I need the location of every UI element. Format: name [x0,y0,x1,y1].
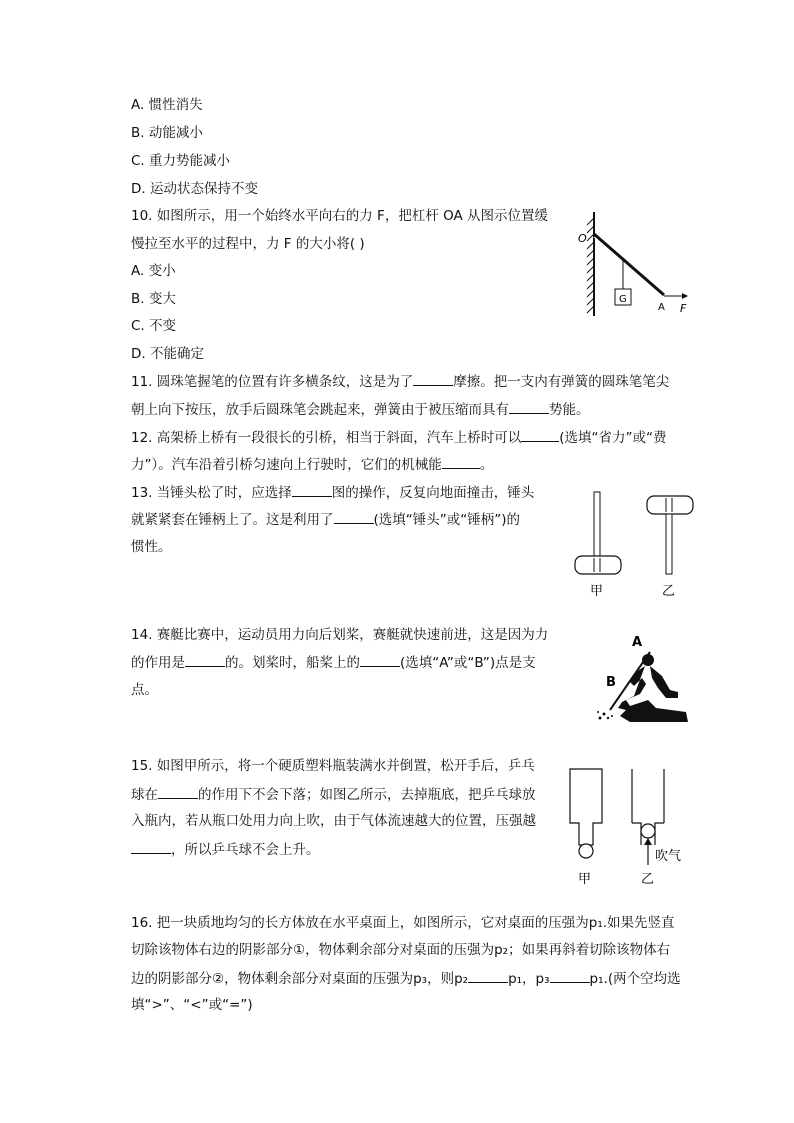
answer-blank[interactable] [131,839,171,854]
q11-line1-text-b: 摩擦。把一支内有弹簧的圆珠笔笔尖 [453,374,670,390]
q15-line1: 15. 如图甲所示，将一个硬质塑料瓶装满水并倒置，松开手后，乒乓 [131,758,535,774]
answer-blank[interactable] [360,652,400,667]
q14-line2 [131,652,536,673]
answer-blank[interactable] [509,399,549,414]
answer-blank[interactable] [185,652,225,667]
q11-line2 [131,399,590,420]
oar-point-a: A [632,635,643,650]
q11-line1 [131,371,669,392]
q10-option-c: C. 不变 [131,318,177,334]
q12-line1 [131,427,667,448]
lever-figure [572,210,702,320]
answer-blank[interactable] [550,968,590,983]
q15-line2-text-a: 球在 [131,787,158,803]
q10-option-a: A. 变小 [131,263,176,279]
hammer-label-yi: 乙 [662,584,676,599]
q15-line2 [131,784,536,805]
q13-line2 [131,509,520,530]
q11-line1-text-a: 11. 圆珠笔握笔的位置有许多横条纹，这是为了 [131,374,414,390]
hammer-figure [570,488,705,603]
q15-line4-text-b: ，所以乒乓球不会上升。 [171,842,320,858]
q14-line2-text-b: 的。划桨时，船桨上的 [225,655,360,671]
answer-blank[interactable] [468,968,508,983]
q9-option-b: B. 动能减小 [131,125,203,141]
q12-line2 [131,454,493,475]
q16-line3 [131,968,681,989]
answer-blank[interactable] [521,427,559,442]
q14-line1: 14. 赛艇比赛中，运动员用力向后划桨，赛艇就快速前进，这是因为力 [131,627,549,643]
lever-label-o: O [578,232,587,245]
answer-blank[interactable] [292,482,332,497]
q16-line1: 16. 把一块质地均匀的长方体放在水平桌面上，如图所示，它对桌面的压强为p₁.如果先竖直 [131,915,675,931]
q16-line2: 切除该物体右边的阴影部分①，物体剩余部分对桌面的压强为p₂；如果再斜着切除该物体右 [131,942,671,958]
q12-line1-text-a: 12. 高架桥上桥有一段很长的引桥，相当于斜面，汽车上桥时可以 [131,430,522,446]
hammer-label-jia: 甲 [590,584,604,599]
q16-line3-text-c: p₁.(两个空均选 [589,971,681,987]
q13-line3: 惯性。 [131,539,172,555]
q16-line3-text-a: 边的阴影部分②，物体剩余部分对桌面的压强为p₃，则p₂ [131,971,469,987]
q11-line2-text-a: 朝上向下按压，放手后圆珠笔会跳起来，弹簧由于被压缩而具有 [131,402,509,418]
lever-label-a: A [658,302,665,313]
q10-option-d: D. 不能确定 [131,346,204,362]
q9-option-d: D. 运动状态保持不变 [131,181,258,197]
q9-option-a: A. 惯性消失 [131,97,203,113]
q10-stem-line1: 10. 如图所示，用一个始终水平向右的力 F，把杠杆 OA 从图示位置缓 [131,208,549,224]
force-label-f: F [680,302,687,315]
bottle-label-yi: 乙 [641,872,655,887]
answer-blank[interactable] [334,509,374,524]
q13-line2-text-a: 就紧紧套在锤柄上了。这是利用了 [131,512,334,528]
q14-line3: 点。 [131,682,158,698]
q12-line2-text-a: 力”）。汽车沿着引桥匀速向上行驶时，它们的机械能 [131,457,442,473]
q11-line2-text-b: 势能。 [549,402,590,418]
q13-line1-text-b: 图的操作，反复向地面撞击，锤头 [331,485,535,501]
q10-option-b: B. 变大 [131,291,176,307]
q13-line1-text-a: 13. 当锤头松了时，应选择 [131,485,292,501]
q9-option-c: C. 重力势能减小 [131,153,231,169]
rower-figure [590,632,695,727]
oar-point-b: B [606,675,616,690]
weight-label-g: G [619,294,627,305]
q13-line1 [131,482,534,503]
q13-line2-text-b: (选填“锤头”或“锤柄”)的 [373,512,521,528]
q16-line4: 填“>”、“<”或“=”) [131,997,253,1013]
bottle-label-jia: 甲 [578,872,592,887]
q15-line3: 入瓶内，若从瓶口处用力向上吹，由于气体流速越大的位置，压强越 [131,813,536,829]
q10-stem-line2: 慢拉至水平的过程中，力 F 的大小将( ) [131,236,365,252]
blow-air-label: 吹气 [655,849,682,864]
q12-line1-text-b: (选填“省力”或“费 [559,430,667,446]
q15-line2-text-b: 的作用下不会下落；如图乙所示，去掉瓶底，把乒乓球放 [198,787,536,803]
answer-blank[interactable] [413,371,453,386]
answer-blank[interactable] [442,454,480,469]
q12-line2-text-b: 。 [479,457,494,473]
q15-line4 [131,839,320,860]
bottle-figure [565,765,695,890]
q14-line2-text-c: (选填“A”或“B”)点是支 [400,655,536,671]
q16-line3-text-b: p₁，p₃ [508,971,550,987]
answer-blank[interactable] [158,784,198,799]
q14-line2-text-a: 的作用是 [131,655,185,671]
